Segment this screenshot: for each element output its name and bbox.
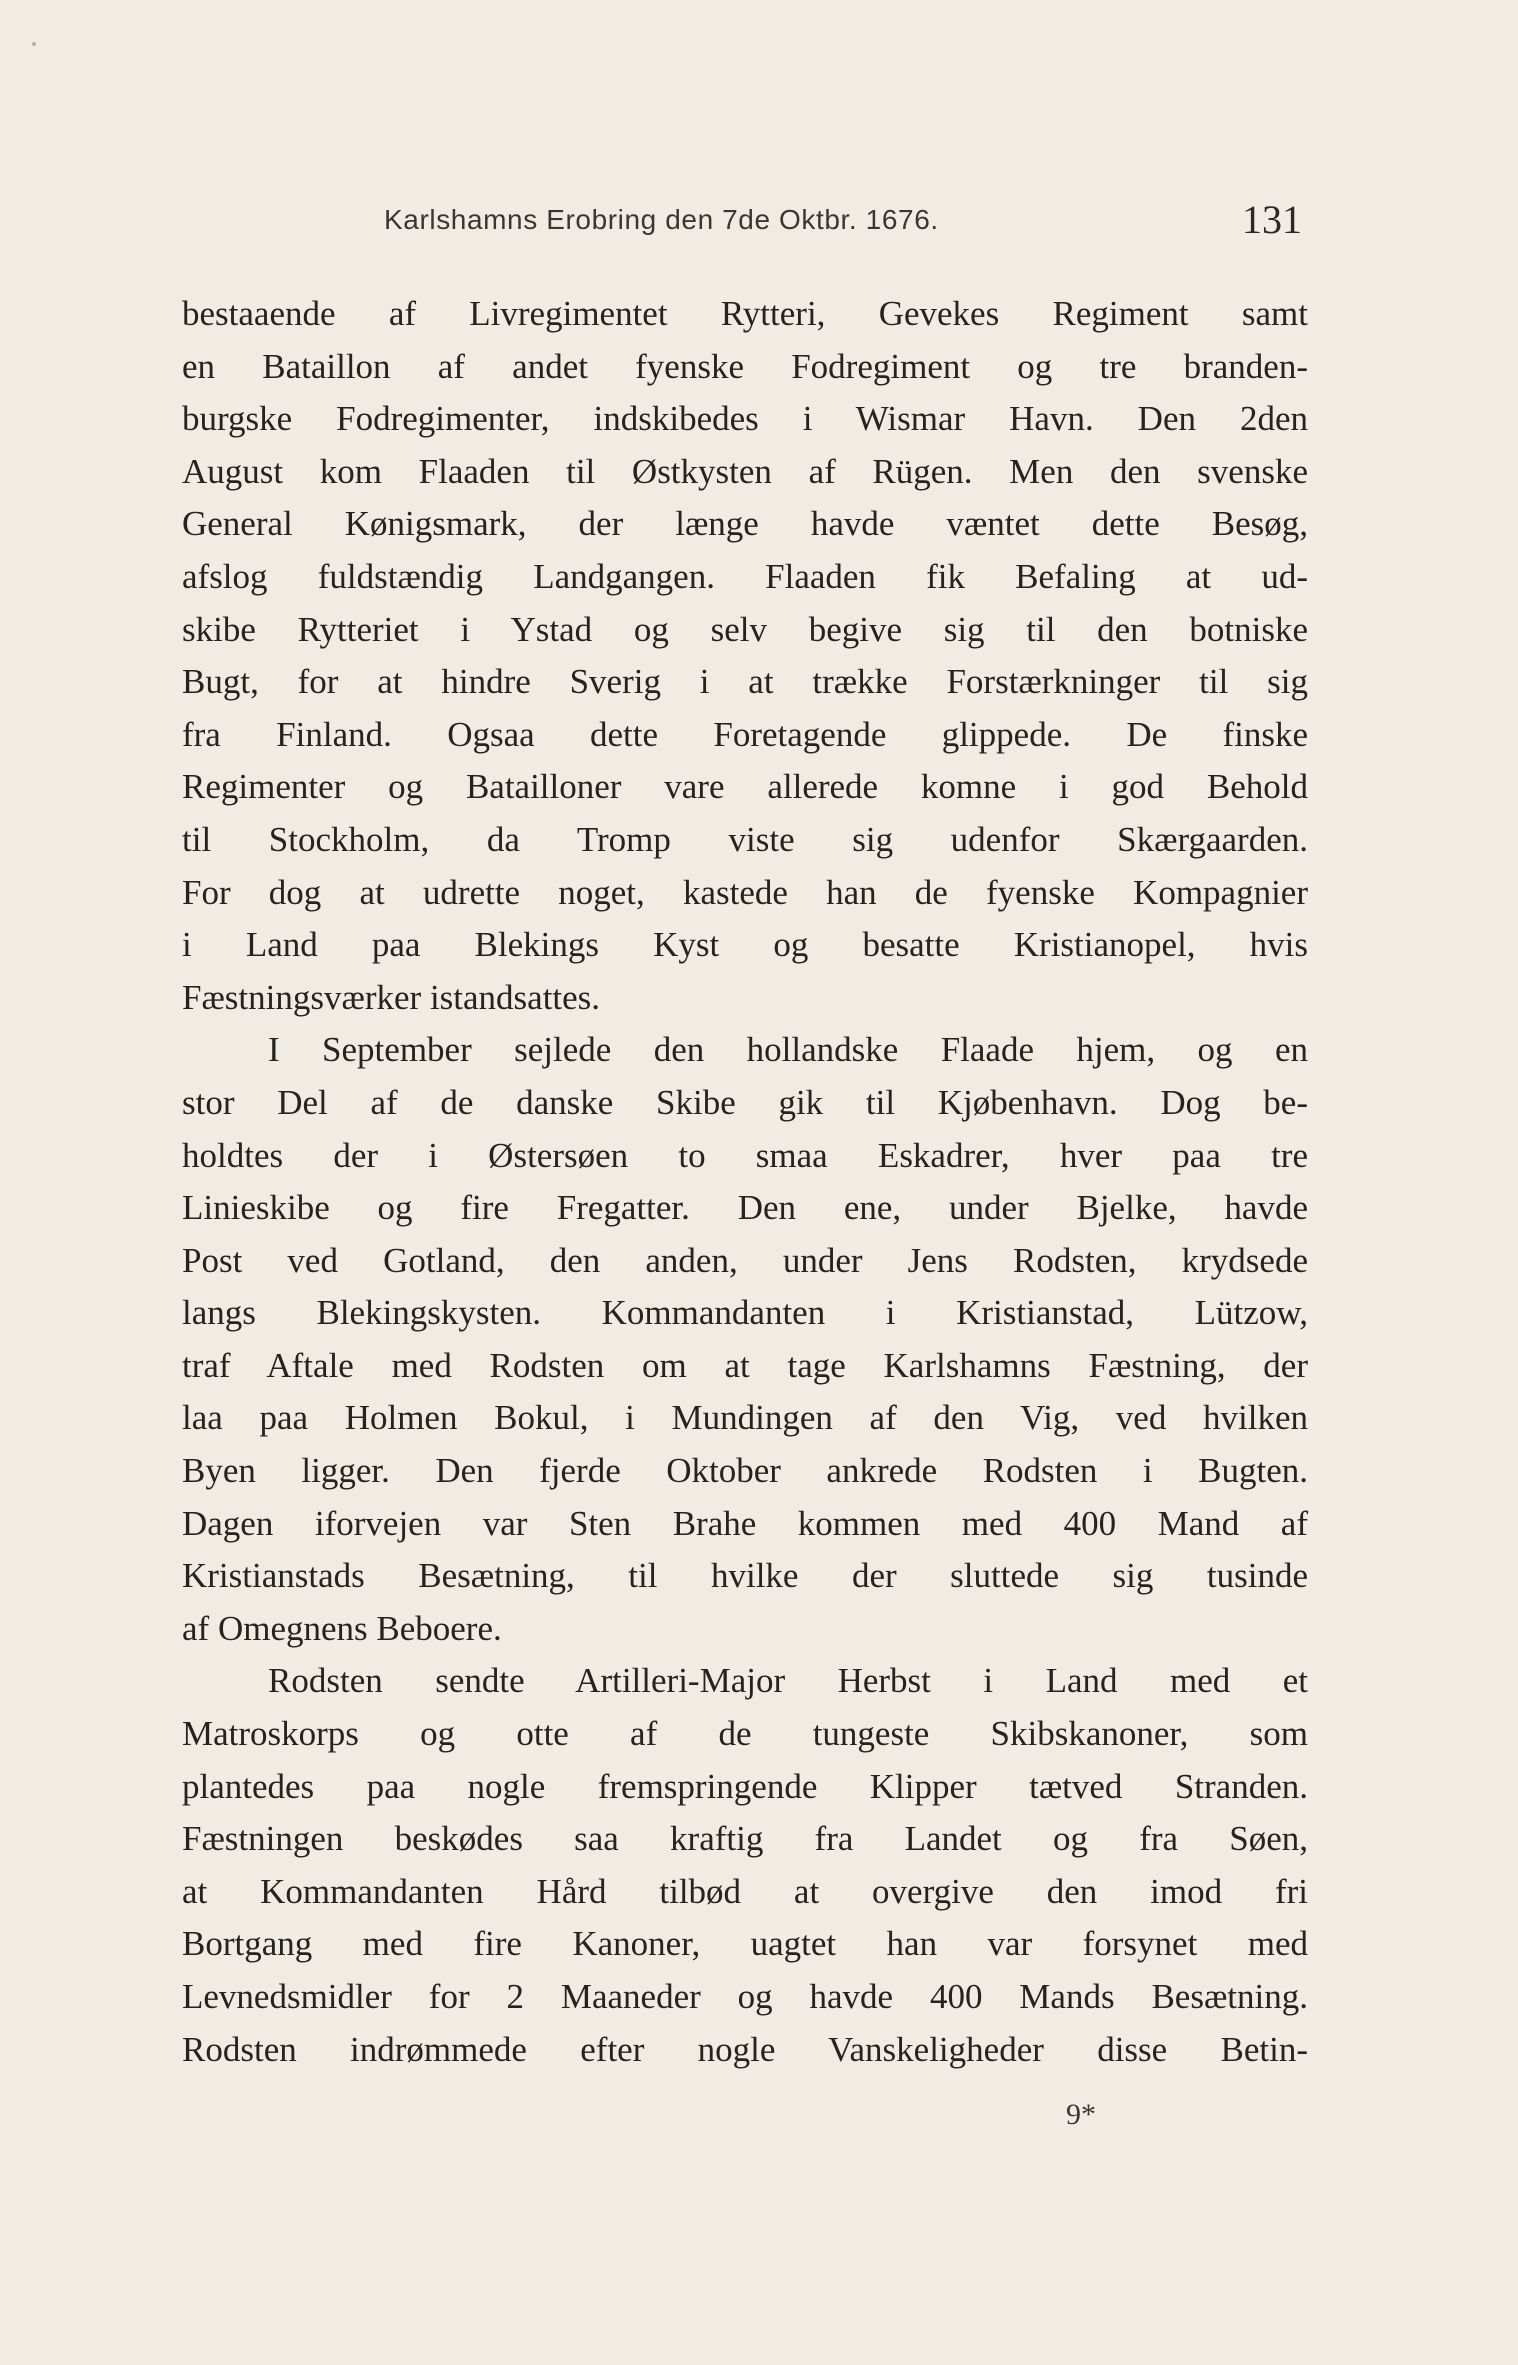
text-line: Fæstningsværker istandsattes.	[182, 977, 601, 1017]
text-line: Regimenter og Bataillоner vare allerede komne i god Behold	[182, 767, 1308, 807]
text-line: Byen ligger. Den fjerde Oktober ankrede Rodsten i Bugten.	[182, 1451, 1308, 1491]
text-line: i Land paa Blekings Kyst og besatte Kristianopel, hvis	[182, 925, 1308, 965]
text-line: bestaaende af Livregimentet Rytteri, Gevekes Regiment samt	[182, 294, 1308, 333]
text-line: Rodsten indrømmede efter nogle Vanskeligheder disse Betin-	[182, 2029, 1308, 2069]
text-line: laa paa Holmen Bokul, i Mundingen af den Vig, ved hvilken	[182, 1398, 1308, 1438]
text-line: Post ved Gotland, den anden, under Jens Rodsten, krydsede	[182, 1240, 1308, 1280]
text-line: langs Blekingskysten. Kommandanten i Kristianstad, Lützow,	[182, 1293, 1308, 1333]
text-line: af Omegnens Beboere.	[182, 1608, 502, 1648]
text-line: For dog at udrette noget, kastede han de fyenske Kompagnier	[182, 872, 1308, 912]
running-title: Karlshamns Erobring den 7de Oktbr. 1676.	[384, 204, 939, 235]
page-header	[182, 196, 1302, 256]
text-line: at Kommandanten Hård tilbød at overgive den imod fri	[182, 1871, 1308, 1911]
text-line: Bugt, for at hindre Sverig i at trække Forstærkninger til sig	[182, 662, 1308, 702]
text-line: Fæstningen beskødes saa kraftig fra Landet og fra Søen,	[182, 1819, 1308, 1859]
text-line: holdtes der i Østersøen to smaa Eskadrer, hver paa tre	[182, 1135, 1308, 1175]
text-line: Rodsten sendte Artilleri-Major Herbst i Land med et	[268, 1661, 1308, 1701]
text-line: til Stockholm, da Tromp viste sig udenfor Skærgaarden.	[182, 819, 1308, 859]
text-line: Matroskorps og otte af de tungeste Skibskanoner, som	[182, 1714, 1308, 1754]
text-line: fra Finland. Ogsaa dette Foretagende glippede. De finske	[182, 714, 1308, 754]
text-line: en Bataillon af andet fyenske Fodregiment og tre branden-	[182, 346, 1308, 386]
text-line: Kristianstads Besætning, til hvilke der sluttede sig tusinde	[182, 1556, 1308, 1596]
paper-speck	[32, 42, 36, 46]
text-line: afslog fuldstændig Landgangen. Flaaden fik Befaling at ud-	[182, 556, 1308, 596]
body-text	[182, 288, 1308, 2076]
text-line: Levnedsmidler for 2 Maaneder og havde 400 Mands Besætning.	[182, 1977, 1308, 2016]
text-line: I September sejlede den hollandske Flaade hjem, og en	[268, 1030, 1308, 1070]
text-line: plantedes paa nogle fremspringende Klipper tætved Stranden.	[182, 1766, 1308, 1806]
text-line: stor Del af de danske Skibe gik til Kjøbenhavn. Dog be-	[182, 1082, 1308, 1122]
text-line: Dagen iforvejen var Sten Brahe kommen med 400 Mand af	[182, 1503, 1308, 1543]
page-number: 131	[1242, 197, 1302, 242]
text-line: August kom Flaaden til Østkysten af Rügen. Men den svenske	[182, 451, 1308, 491]
text-line: General Kønigsmark, der længe havde væntet dette Besøg,	[182, 504, 1308, 544]
text-line: Linieskibe og fire Fregatter. Den ene, under Bjelke, havde	[182, 1188, 1308, 1228]
text-line: skibe Rytteriet i Ystad og selv begive sig til den botniske	[182, 609, 1308, 649]
text-line: Bortgang med fire Kanoner, uagtet han var forsynet med	[182, 1924, 1308, 1964]
signature-mark: 9*	[1066, 2098, 1096, 2131]
text-line: traf Aftale med Rodsten om at tage Karlshamns Fæstning, der	[182, 1345, 1308, 1385]
text-line: burgske Fodregimenter, indskibedes i Wismar Havn. Den 2den	[182, 399, 1308, 439]
